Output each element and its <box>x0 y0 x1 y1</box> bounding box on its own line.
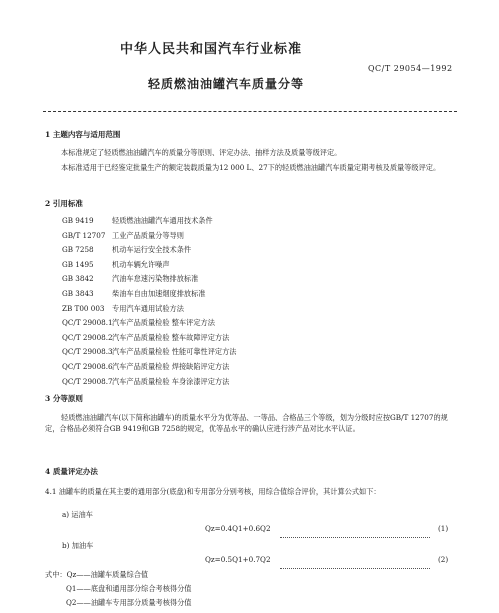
reference-title: 专用汽车通用试验方法 <box>112 303 184 313</box>
reference-title: 汽油车怠速污染物排放标准 <box>112 274 199 284</box>
reference-code: QC/T 29008.2 <box>62 332 113 342</box>
reference-item <box>62 333 229 343</box>
reference-code: ZB T00 003 <box>62 303 105 313</box>
reference-code: GB 3843 <box>62 289 94 298</box>
reference-code: GB 9419 <box>62 216 94 225</box>
reference-item <box>62 347 236 357</box>
reference-code: QC/T 29008.1 <box>62 318 113 328</box>
section-1-paragraph-1: 本标准规定了轻质燃油油罐汽车的质量分等原则、评定办法、抽样方法及质量等级评定。 <box>61 148 342 157</box>
reference-code: GB 3842 <box>62 274 94 284</box>
reference-title: 工业产品质量分等导则 <box>112 230 184 240</box>
reference-item <box>62 245 191 255</box>
section-2-heading: 2 引用标准 <box>45 199 83 208</box>
reference-item <box>62 289 205 299</box>
organization-title: 中华人民共和国汽车行业标准 <box>120 42 303 57</box>
reference-code: QC/T 29008.7 <box>62 376 113 386</box>
header-divider <box>43 111 457 112</box>
reference-title: 柴油车自由加速烟度排放标准 <box>112 289 206 298</box>
clause-4-1: 4.1 油罐车的质量在其主要的通用部分(底盘)和专用部分分别考核，用综合值综合评价，其计算公式如下： <box>45 487 381 496</box>
formula-b-label: b) 加油车 <box>62 541 94 550</box>
reference-title: 汽车产品质量检验 焊接缺陷评定方法 <box>112 362 230 371</box>
section-4-heading: 4 质量评定办法 <box>45 467 98 476</box>
symbol-definition-2: Q1——底盘和通用部分综合考核得分值 <box>66 584 192 593</box>
reference-code: GB 1495 <box>62 259 94 269</box>
formula-b-leader <box>280 558 430 577</box>
reference-item <box>62 274 198 284</box>
reference-title: 汽车产品质量检验 车身涂漆评定方法 <box>112 376 230 386</box>
reference-title: 机动车辆允许噪声 <box>112 259 170 269</box>
formula-a: Qz=0.4Q1+0.6Q2 <box>205 524 271 533</box>
reference-title: 轻质燃油油罐汽车通用技术条件 <box>112 216 213 225</box>
formula-b-number: (2) <box>438 555 449 564</box>
symbol-definition-3: Q2——油罐车专用部分质量考核得分值 <box>66 598 192 607</box>
standard-number: QC/T 29054—1992 <box>368 64 453 73</box>
section-3-paragraph: 轻质燃油油罐汽车(以下简称油罐车)的质量水平分为优等品、一等品、合格品三个等级，划为分级时应按GB/T 12707的规定，合格品必须符合GB 9419和GB 7258的规定，优等品水平的确认应进行涉产品对比水平认证。 <box>45 413 448 433</box>
reference-title: 机动车运行安全技术条件 <box>112 245 192 255</box>
symbol-definition-1: 式中：Qz——油罐车质量综合值 <box>45 570 149 579</box>
section-1-heading: 1 主题内容与适用范围 <box>45 130 121 139</box>
document-title: 轻质燃油油罐汽车质量分等 <box>148 77 305 91</box>
reference-item <box>62 318 215 328</box>
reference-code: QC/T 29008.6 <box>62 362 113 371</box>
formula-a-leader <box>280 527 430 546</box>
reference-item <box>62 231 184 241</box>
formula-a-number: (1) <box>438 524 449 533</box>
reference-item <box>62 260 170 270</box>
reference-title: 汽车产品质量检验 整车故障评定方法 <box>112 332 230 342</box>
reference-code: GB/T 12707 <box>62 230 106 240</box>
formula-a-label: a) 运油车 <box>62 510 93 519</box>
reference-code: GB 7258 <box>62 245 94 255</box>
section-3-heading: 3 分等原则 <box>45 394 83 403</box>
formula-b: Qz=0.5Q1+0.7Q2 <box>205 555 271 564</box>
reference-item <box>62 377 229 387</box>
reference-code: QC/T 29008.3 <box>62 347 113 357</box>
reference-title: 汽车产品质量检验 性能可靠性评定方法 <box>112 347 237 357</box>
reference-title: 汽车产品质量检验 整车评定方法 <box>112 318 215 328</box>
section-1-paragraph-2: 本标准适用于已经鉴定批量生产的额定装载质量为12 000 L、27下的轻质燃油油罐汽车质量定期考核及质量等级评定。 <box>61 163 441 172</box>
reference-item <box>62 216 213 226</box>
reference-item <box>62 362 229 372</box>
reference-item <box>62 304 184 314</box>
